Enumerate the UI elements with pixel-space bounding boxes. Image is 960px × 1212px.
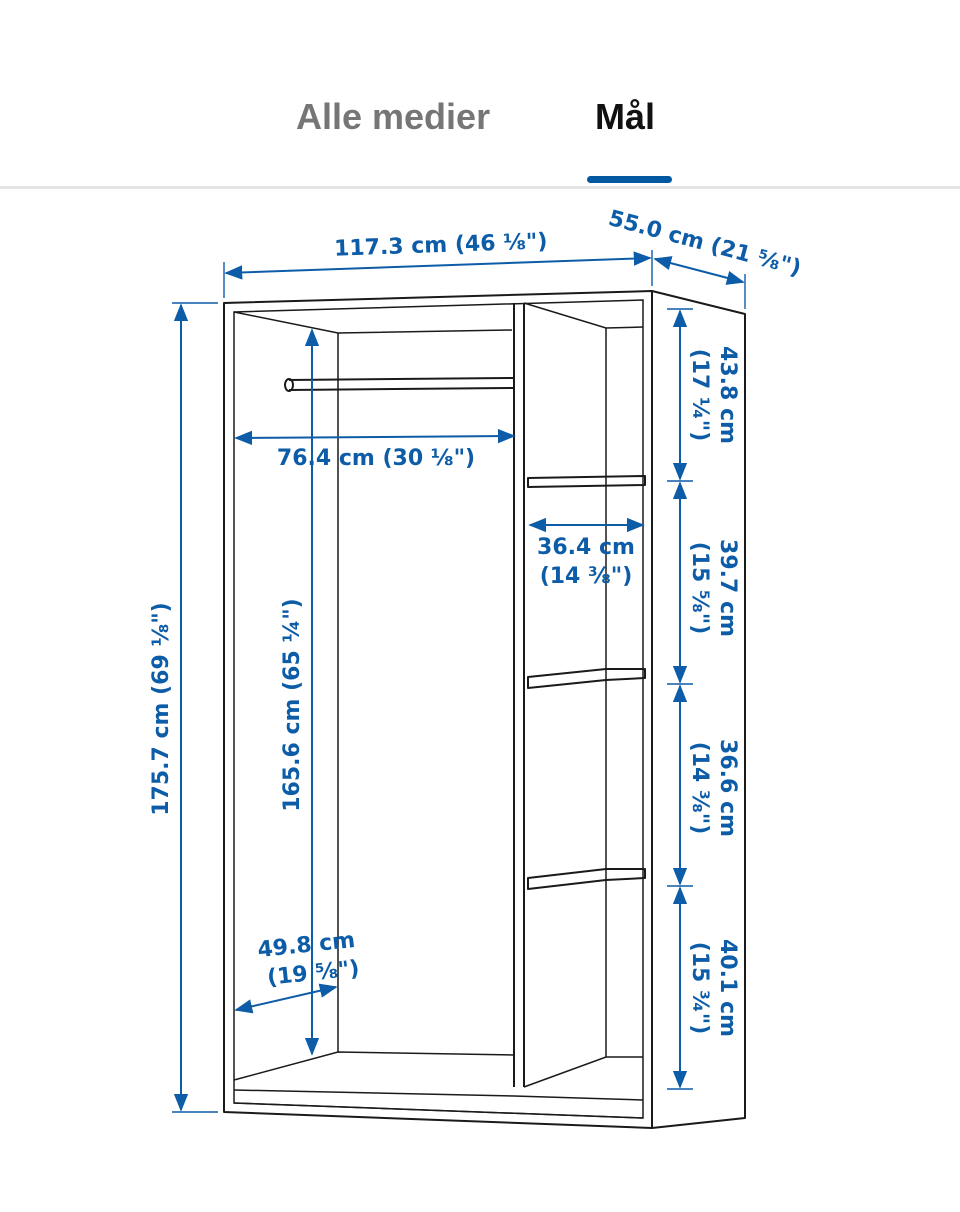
inner-height-label: 165.6 cm (65 ¼") <box>280 598 305 812</box>
compartment-cm: 43.8 cm <box>715 346 740 444</box>
compartment-in: (15 ⅝") <box>687 541 712 635</box>
bottom-panel <box>234 1052 514 1080</box>
compartment-label <box>687 739 740 837</box>
compartment-cm: 39.7 cm <box>715 539 740 637</box>
shelf <box>528 476 645 487</box>
compartment-cm: 36.6 cm <box>715 739 740 837</box>
tab-dimensions[interactable]: Mål <box>595 96 656 137</box>
rail-width-label: 76.4 cm (30 ⅛") <box>276 446 476 471</box>
compartment-label <box>687 539 740 637</box>
shelf-width-in-label: (14 ⅜") <box>539 564 633 589</box>
compartment-in: (17 ¼") <box>687 348 712 442</box>
compartment-in: (15 ¾") <box>687 941 712 1035</box>
width-label: 117.3 cm (46 ⅛") <box>333 229 548 262</box>
compartment-cm: 40.1 cm <box>715 939 740 1037</box>
shelf-width-cm-label: 36.4 cm <box>537 535 635 560</box>
compartment-label <box>687 346 740 444</box>
tab-all-media[interactable]: Alle medier <box>296 96 491 137</box>
shelf <box>528 869 645 889</box>
compartment-label <box>687 939 740 1037</box>
shelf <box>528 669 645 688</box>
overall-height-label: 175.7 cm (69 ⅛") <box>149 602 174 816</box>
inner-depth-in-label: (19 ⅝") <box>265 956 361 991</box>
compartment-in: (14 ⅜") <box>687 741 712 835</box>
depth-label: 55.0 cm (21 ⅝") <box>605 206 804 282</box>
hanging-rail <box>285 378 514 391</box>
inner-depth-cm-label: 49.8 cm <box>256 927 357 964</box>
top-inner-back <box>234 312 512 333</box>
